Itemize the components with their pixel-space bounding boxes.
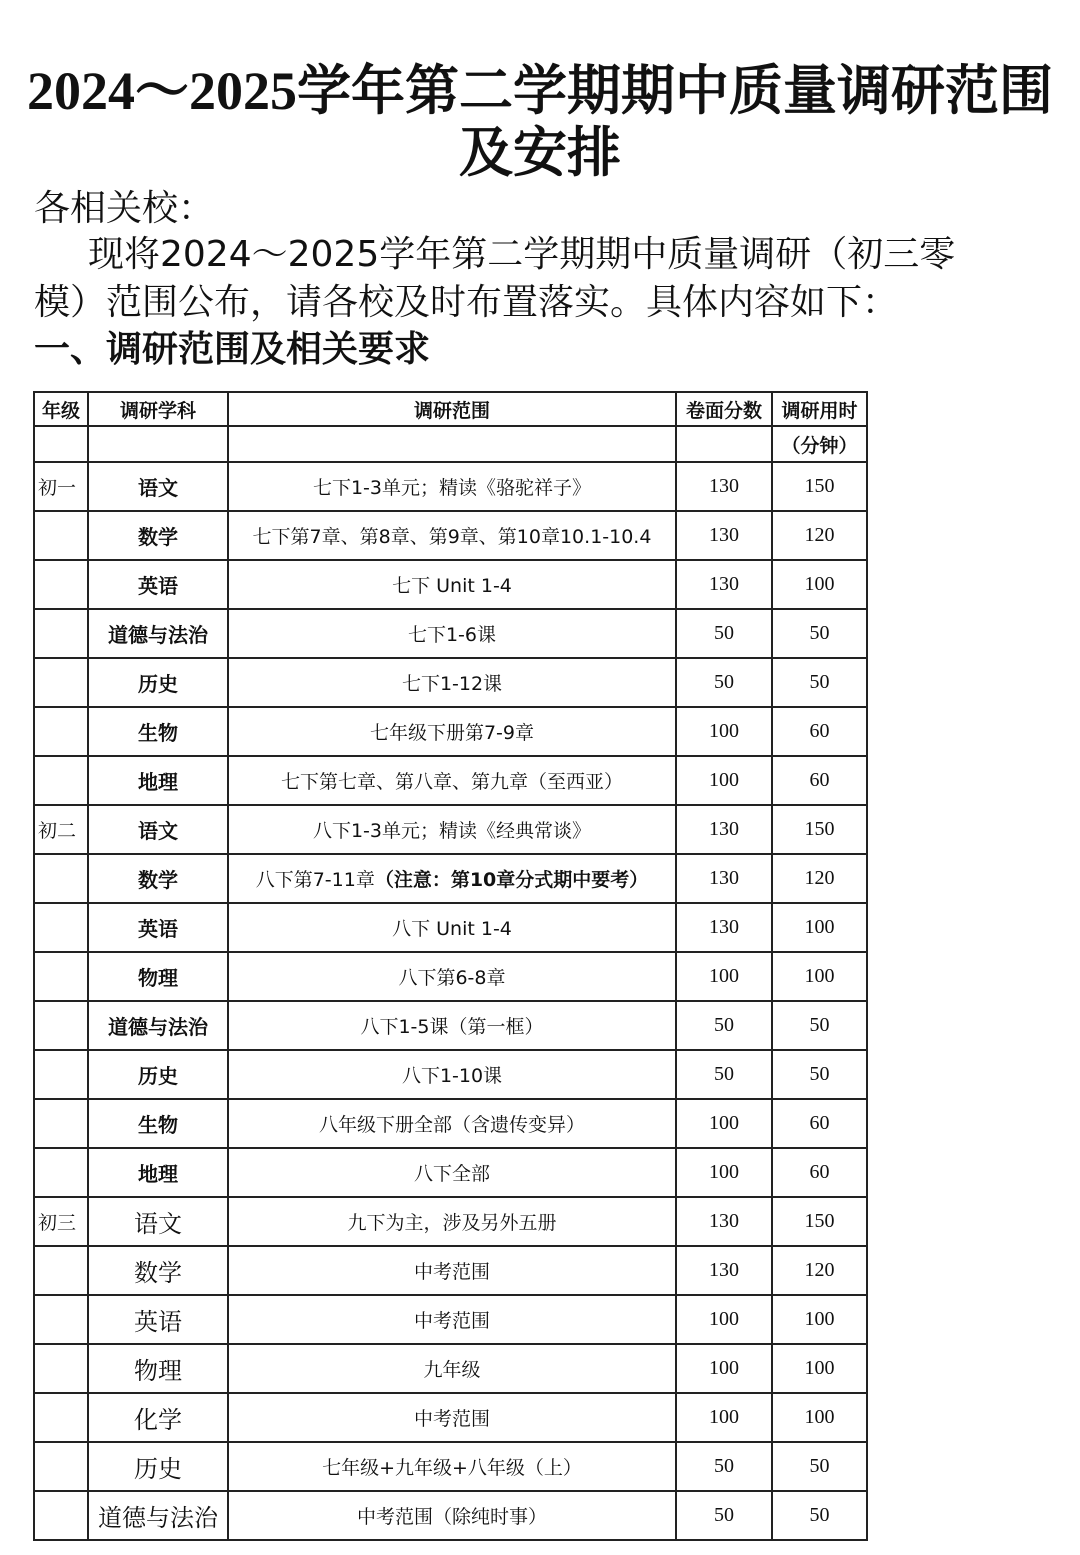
table-body [34, 462, 867, 1540]
table-row [34, 854, 867, 903]
scope-cell: 八下第6-8章 [228, 952, 676, 1001]
score-cell: 130 [676, 560, 772, 609]
table-row [34, 1295, 867, 1344]
table-row [34, 805, 867, 854]
score-cell: 100 [676, 1344, 772, 1393]
time-cell: 100 [772, 1393, 867, 1442]
score-cell: 100 [676, 1148, 772, 1197]
grade-cell [34, 1442, 88, 1491]
time-cell: 50 [772, 1491, 867, 1540]
table-row [34, 609, 867, 658]
scope-cell: 八下1-3单元；精读《经典常谈》 [228, 805, 676, 854]
header-subject: 调研学科 [88, 392, 228, 426]
subject-cell: 生物 [88, 707, 228, 756]
score-cell: 100 [676, 707, 772, 756]
grade-cell [34, 658, 88, 707]
scope-cell: 八下全部 [228, 1148, 676, 1197]
score-cell: 50 [676, 1001, 772, 1050]
time-cell: 50 [772, 1001, 867, 1050]
header-blank-cell [88, 426, 228, 462]
body-line1: 现将2024～2025学年第二学期期中质量调研（初三零 [88, 234, 956, 275]
time-cell: 50 [772, 1442, 867, 1491]
score-cell: 130 [676, 854, 772, 903]
table-row [34, 1050, 867, 1099]
time-cell: 100 [772, 903, 867, 952]
table-row [34, 952, 867, 1001]
time-cell: 120 [772, 511, 867, 560]
time-cell: 50 [772, 658, 867, 707]
grade-cell [34, 707, 88, 756]
subject-cell: 历史 [88, 1442, 228, 1491]
table-row [34, 1393, 867, 1442]
score-cell: 100 [676, 1099, 772, 1148]
time-cell: 120 [772, 1246, 867, 1295]
grade-cell: 初二 [34, 805, 88, 854]
header-blank-cell [34, 426, 88, 462]
subject-cell: 英语 [88, 1295, 228, 1344]
score-cell: 130 [676, 462, 772, 511]
subject-cell: 语文 [88, 1197, 228, 1246]
time-cell: 60 [772, 707, 867, 756]
scope-table [33, 391, 868, 1541]
score-cell: 100 [676, 1393, 772, 1442]
subject-cell: 地理 [88, 1148, 228, 1197]
table-row [34, 903, 867, 952]
table-row [34, 658, 867, 707]
body-line2: 模）范围公布，请各校及时布置落实。具体内容如下： [34, 282, 899, 323]
grade-cell [34, 1246, 88, 1295]
time-cell: 100 [772, 560, 867, 609]
scope-cell: 七下第7章、第8章、第9章、第10章10.1-10.4 [228, 511, 676, 560]
time-cell: 100 [772, 1295, 867, 1344]
header-time: 调研用时 [772, 392, 867, 426]
subject-cell: 生物 [88, 1099, 228, 1148]
subject-cell: 物理 [88, 952, 228, 1001]
scope-cell: 中考范围 [228, 1295, 676, 1344]
score-cell: 130 [676, 903, 772, 952]
header-blank-cell [676, 426, 772, 462]
grade-cell [34, 952, 88, 1001]
score-cell: 130 [676, 511, 772, 560]
grade-cell [34, 1050, 88, 1099]
document-title-line2: 及安排 [459, 123, 621, 183]
scope-cell: 七下1-12课 [228, 658, 676, 707]
subject-cell: 数学 [88, 511, 228, 560]
header-scope: 调研范围 [228, 392, 676, 426]
subject-cell: 英语 [88, 560, 228, 609]
grade-cell: 初三 [34, 1197, 88, 1246]
section-heading: 一、调研范围及相关要求 [34, 329, 431, 370]
table-row [34, 707, 867, 756]
score-cell: 100 [676, 952, 772, 1001]
scope-cell: 中考范围（除纯时事） [228, 1491, 676, 1540]
scope-cell: 七下第七章、第八章、第九章（至西亚） [228, 756, 676, 805]
time-cell: 50 [772, 1050, 867, 1099]
table-row [34, 1442, 867, 1491]
score-cell: 100 [676, 1295, 772, 1344]
time-cell: 150 [772, 462, 867, 511]
document-title-line1: 2024～2025学年第二学期期中质量调研范围 [27, 61, 1053, 121]
grade-cell [34, 511, 88, 560]
time-cell: 150 [772, 805, 867, 854]
scope-cell: 中考范围 [228, 1393, 676, 1442]
table-row [34, 1491, 867, 1540]
time-cell: 50 [772, 609, 867, 658]
scope-cell [228, 854, 676, 903]
header-blank-cell [228, 426, 676, 462]
subject-cell: 数学 [88, 854, 228, 903]
grade-cell [34, 756, 88, 805]
subject-cell: 历史 [88, 658, 228, 707]
subject-cell: 数学 [88, 1246, 228, 1295]
subject-cell: 语文 [88, 462, 228, 511]
grade-cell [34, 1491, 88, 1540]
scope-cell: 七下 Unit 1-4 [228, 560, 676, 609]
subject-cell: 语文 [88, 805, 228, 854]
grade-cell: 初一 [34, 462, 88, 511]
scope-note: （注意：第10章分式期中要考） [374, 869, 649, 891]
scope-cell: 九下为主，涉及另外五册 [228, 1197, 676, 1246]
grade-cell [34, 1099, 88, 1148]
scope-cell: 九年级 [228, 1344, 676, 1393]
time-cell: 60 [772, 1148, 867, 1197]
time-cell: 100 [772, 1344, 867, 1393]
table-row [34, 462, 867, 511]
scope-cell: 七年级下册第7-9章 [228, 707, 676, 756]
grade-cell [34, 1295, 88, 1344]
score-cell: 50 [676, 658, 772, 707]
score-cell: 50 [676, 1050, 772, 1099]
grade-cell [34, 903, 88, 952]
scope-cell: 八下1-5课（第一框） [228, 1001, 676, 1050]
table-row [34, 1197, 867, 1246]
subject-cell: 道德与法治 [88, 609, 228, 658]
score-cell: 100 [676, 756, 772, 805]
table-row [34, 1148, 867, 1197]
scope-cell: 八下 Unit 1-4 [228, 903, 676, 952]
scope-cell: 八下1-10课 [228, 1050, 676, 1099]
table-row [34, 511, 867, 560]
time-cell: 60 [772, 1099, 867, 1148]
scope-cell: 八年级下册全部（含遗传变异） [228, 1099, 676, 1148]
grade-cell [34, 1393, 88, 1442]
table-row [34, 1344, 867, 1393]
score-cell: 130 [676, 1246, 772, 1295]
scope-cell: 中考范围 [228, 1246, 676, 1295]
score-cell: 50 [676, 1491, 772, 1540]
header-score: 卷面分数 [676, 392, 772, 426]
scope-text: 八下第7-11章 [255, 869, 375, 891]
grade-cell [34, 560, 88, 609]
grade-cell [34, 854, 88, 903]
table-header-row-2 [34, 426, 867, 462]
scope-cell: 七年级+九年级+八年级（上） [228, 1442, 676, 1491]
table-row [34, 756, 867, 805]
subject-cell: 化学 [88, 1393, 228, 1442]
time-cell: 150 [772, 1197, 867, 1246]
subject-cell: 地理 [88, 756, 228, 805]
table-header-row [34, 392, 867, 426]
header-grade: 年级 [34, 392, 88, 426]
score-cell: 130 [676, 805, 772, 854]
score-cell: 50 [676, 1442, 772, 1491]
subject-cell: 英语 [88, 903, 228, 952]
subject-cell: 历史 [88, 1050, 228, 1099]
score-cell: 130 [676, 1197, 772, 1246]
table-row [34, 1001, 867, 1050]
grade-cell [34, 1344, 88, 1393]
table-row [34, 1246, 867, 1295]
subject-cell: 道德与法治 [88, 1491, 228, 1540]
subject-cell: 物理 [88, 1344, 228, 1393]
time-cell: 60 [772, 756, 867, 805]
table-row [34, 560, 867, 609]
time-cell: 120 [772, 854, 867, 903]
grade-cell [34, 609, 88, 658]
greeting: 各相关校： [34, 188, 215, 229]
header-time-unit: （分钟） [772, 426, 867, 462]
score-cell: 50 [676, 609, 772, 658]
table-row [34, 1099, 867, 1148]
time-cell: 100 [772, 952, 867, 1001]
subject-cell: 道德与法治 [88, 1001, 228, 1050]
scope-cell: 七下1-6课 [228, 609, 676, 658]
grade-cell [34, 1148, 88, 1197]
grade-cell [34, 1001, 88, 1050]
scope-cell: 七下1-3单元；精读《骆驼祥子》 [228, 462, 676, 511]
